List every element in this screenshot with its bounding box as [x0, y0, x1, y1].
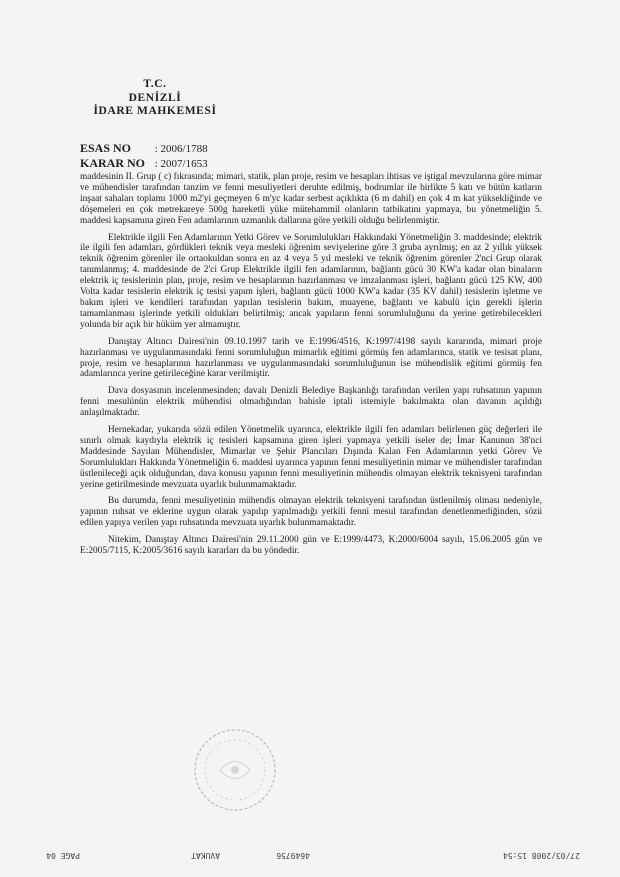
fax-timestamp: 27/03/2008 15:54: [502, 851, 580, 860]
fax-sender: AVUKAT: [191, 851, 220, 860]
fax-number: 4649756: [276, 851, 310, 860]
esas-value: : 2006/1788: [154, 143, 208, 155]
fax-footer: [0, 848, 620, 862]
court-seal-stamp: [190, 725, 280, 815]
karar-label: KARAR NO: [80, 156, 145, 170]
paragraph-1: maddesinin II. Grup ( c) fıkrasında; mimari, statik, plan proje, resim ve hesapları ihtisas ve iştigal mevzularına göre mimar ve mühendisler tarafından tanzim ve fenni mesuliyetleri deruhte edilmiş, bodrumlar ile birlikte 5 katı ve bütün katların inşaat sahaları toplamı 1000 m2'yi geçmeyen 6 m'yc kadar serbest açıklıkta (6 m dahil) en çok 4 m kat yüksekliğinde ve döşemeleri en çok metrekareye 500g hareketli yüke mütehammil olanların tatbikatını yapmaya, bu yönetmeliğin 5. maddesi kapsamına giren Fen adamlarının uzmanlık dallarına göre yetkili olduğu belirlenmiştir.: [80, 172, 542, 226]
karar-row: [80, 156, 208, 171]
country-heading: T.C.: [143, 78, 167, 90]
esas-label: ESAS NO: [80, 141, 132, 155]
paragraph-4: Dava dosyasının incelenmesinden; davalı Denizli Belediye Başkanlığı tarafından verilen yapı ruhsatının yapının fenni mesulünün elektrik mühendisi olmadığından bahisle iptali istemiyle bakılmakta olan davanın açıldığı anlaşılmaktadır.: [80, 386, 542, 419]
fax-page-number: PAGE 04: [46, 851, 80, 860]
paragraph-2: Elektrikle ilgili Fen Adamlarının Yetki Görev ve Sorumlulukları Hakkındaki Yönetmeliğin 3. maddesinde; elektrik ile ilgili fen adamları, gördükleri teknik veya mesleki öğrenim seviyelerine göre 3 gruba ayrılmış; en az 2 yıllık yüksek teknik öğrenim görenler ile ortaokuldan sonra en az 4 veya 5 yıl mesleki ve teknik öğrenim görenler 2'nci Grup olarak tanımlanmış; 4. maddesinde de 2'ci Grup Elektrikle ilgili fen adamlarının, bağlantı gücü 30 KW'a kadar olan binaların elektrik iç tesislerinin plan, proje, resim ve hesaplarının hazırlanması ve imzalanması işleri, bağlantı gücü 125 KW, 400 Volta kadar tesislerin elektrik iç tesisi yapım işleri, bağlantı gücü 1000 KW'a kadar (35 KV dahil) tesislerin işletme ve bakım işleri ve kendileri tarafından yapılan tesislerin bakım, muayene, bağlantı ve kabulü için gerekli işlerin tamamlanması işlerinde yetkili oldukları belirtilmiş; ancak yapıların fenni sorumluluğunu da yerine getirebilecekleri yolunda bir açık bir hüküm yer almamıştır.: [80, 232, 542, 330]
paragraph-7: Nitekim, Danıştay Altıncı Dairesi'nin 29.11.2000 gün ve E:1999/4473, K:2000/6004 sayılı, 15.06.2005 gün ve E:2005/7115, K:2005/3616 sayılı kararları da bu yöndedir.: [80, 535, 542, 557]
paragraph-3: Danıştay Altıncı Dairesi'nin 09.10.1997 tarih ve E:1996/4516, K:1997/4198 sayılı kararında, mimari proje hazırlanması ve uygulanmasındaki fenni sorumluluğun mimarlık eğitimi görmüş fen adamlarınca, statik ve tesisat planı, proje, resim ve hesaplarının hazırlanması ve uygulanmasındaki sorumluluğunun ise mühendislik eğitimi görmüş fen adamlarınca yerine getirileceğine karar verilmiştir.: [80, 336, 542, 380]
paragraph-6: Bu durumda, fenni mesuliyetinin mühendis olmayan elektrik teknisyeni tarafından üstlenilmiş olması nedeniyle, yapının ruhsat ve eklerine uygun olarak yapılıp yapılmadığı yetkili fenni mesul tarafından denetlenmediğinden, sözü edilen yapıya verilen yapı ruhsatında mevzuata uyarlık bulunmamaktadır.: [80, 496, 542, 529]
court-heading: İDARE MAHKEMESİ: [93, 105, 217, 117]
city-heading: DENİZLİ: [128, 91, 182, 104]
karar-value: : 2007/1653: [154, 158, 208, 170]
court-header: [0, 78, 310, 119]
paragraph-5: Hernekadar, yukarıda sözü edilen Yönetmelik uyarınca, elektrikle ilgili fen adamları belirlenen güç değerleri ile sınırlı olmak kaydıyla elektrik iç tesisleri kapsamına giren işleri yapmaya yetkili iseler de; İmar Kanunun 38'nci Maddesinde Sayılan Mühendisler, Mimarlar ve Şehir Plancıları Dışında Kalan Fen Adamlarının yetki Görev Ve Sorumlulukları Hakkında Yönetmeliğin 6. maddesi uyarınca yapının fenni mesuliyetinin mimar ve mühendisler tarafından üstlenileceği açık olduğundan, dava konusu yapının fenni mesuliyetinin mühendis olmayan elektrik teknisyeni tarafından yerine getirilmesinde mevzuata uyarlık bulunmamaktadır.: [80, 425, 542, 490]
decision-body: [80, 172, 542, 563]
esas-row: [80, 141, 208, 156]
case-numbers: [80, 141, 208, 171]
